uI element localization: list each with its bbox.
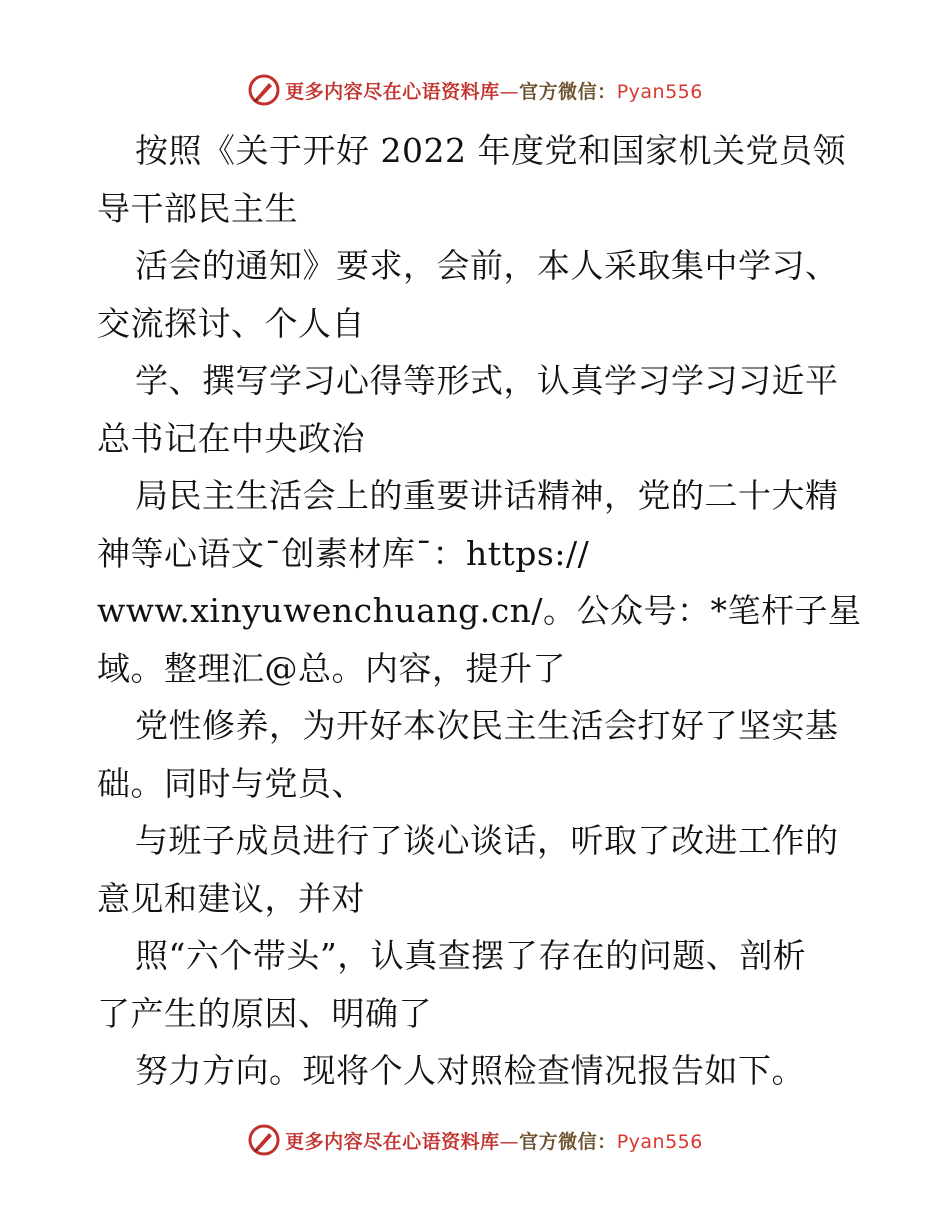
text-line: 局民主生活会上的重要讲话精神，党的二十大精 (135, 476, 839, 515)
pen-logo-icon (247, 73, 281, 107)
banner-wechat-id: Pyan556 (616, 80, 703, 103)
banner-dash: — (499, 80, 520, 103)
text-line: 神等心语文¯创素材库¯：https:// (97, 533, 590, 573)
footer-banner (0, 1120, 950, 1160)
text-line: 了产生的原因、明确了 (97, 993, 432, 1033)
text-line: 照“六个带头”，认真查摆了存在的问题、剖析 (135, 936, 807, 975)
text-line: 党性修养，为开好本次民主生活会打好了坚实基 (135, 706, 839, 745)
text-line: 与班子成员进行了谈心谈话，听取了改进工作的 (135, 821, 839, 860)
text-line: 域。整理汇@总。内容，提升了 (97, 648, 566, 688)
text-line: 活会的通知》要求，会前，本人采取集中学习、 (135, 246, 839, 285)
banner-official: 官方微信： (519, 80, 617, 103)
banner-official: 官方微信： (519, 1130, 617, 1153)
text-line: 交流探讨、个人自 (97, 303, 365, 343)
text-line: 础。同时与党员、 (97, 763, 365, 803)
banner-dash: — (499, 1130, 520, 1153)
banner-wechat-id: Pyan556 (616, 1130, 703, 1153)
document-body (97, 122, 877, 1100)
text-line: 导干部民主生 (97, 188, 298, 228)
text-line: 学、撰写学习心得等形式，认真学习学习习近平 (135, 361, 839, 400)
banner-text (285, 77, 703, 104)
text-line: 努力方向。现将个人对照检查情况报告如下。 (135, 1051, 805, 1090)
pen-logo-icon (247, 1123, 281, 1157)
text-line: www.xinyuwenchuang.cn/。公众号：*笔杆子星 (97, 591, 862, 630)
banner-text (285, 1127, 703, 1154)
banner-main: 更多内容尽在心语资料库 (285, 80, 500, 103)
text-line: 总书记在中央政治 (97, 418, 365, 458)
banner-main: 更多内容尽在心语资料库 (285, 1130, 500, 1153)
text-line: 按照《关于开好 2022 年度党和国家机关党员领 (135, 131, 846, 170)
header-banner (0, 70, 950, 110)
text-line: 意见和建议，并对 (97, 878, 365, 918)
